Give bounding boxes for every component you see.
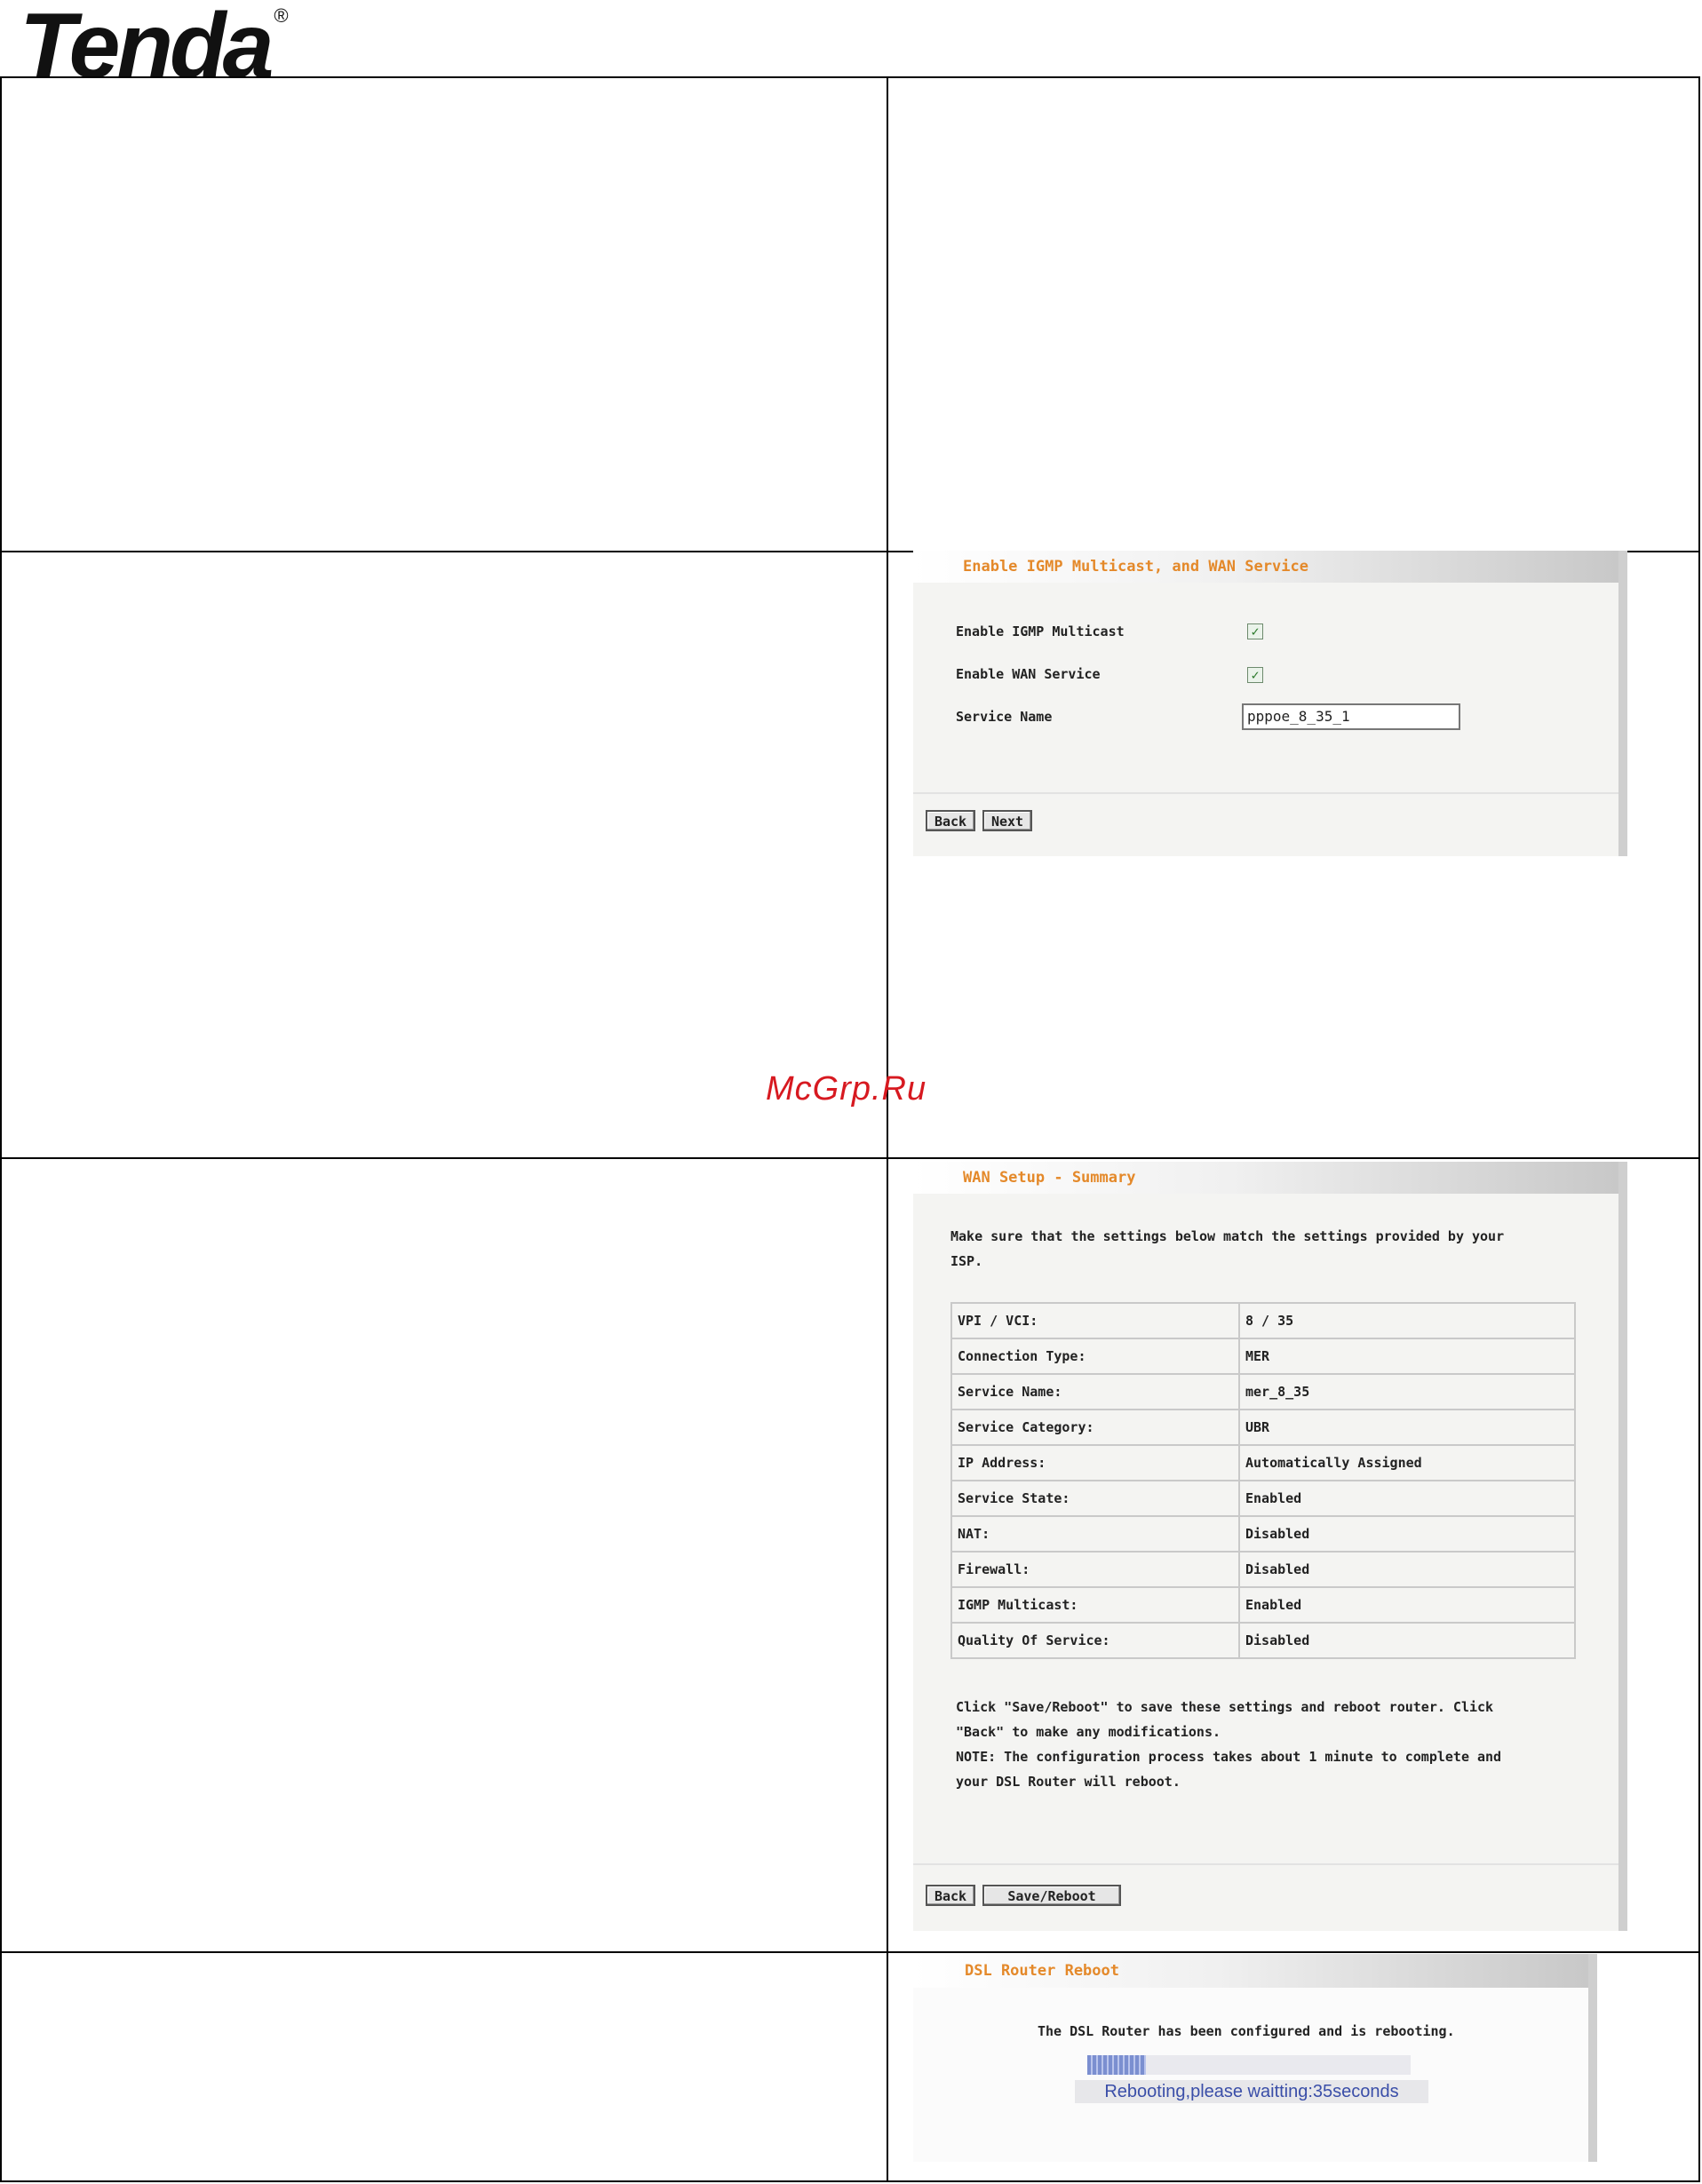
summary-row-label: NAT: <box>951 1516 1239 1552</box>
summary-row <box>951 1445 1575 1481</box>
summary-row-label: Service Category: <box>951 1410 1239 1445</box>
summary-row <box>951 1516 1575 1552</box>
enable-wan-label: Enable WAN Service <box>956 666 1101 682</box>
summary-row-value: Disabled <box>1239 1552 1575 1587</box>
note-line2: "Back" to make any modifications. <box>956 1724 1221 1740</box>
summary-intro-line2: ISP. <box>950 1253 983 1269</box>
summary-row-label: Connection Type: <box>951 1338 1239 1374</box>
wan-summary-panel <box>913 1162 1627 1931</box>
summary-row-label: Service State: <box>951 1481 1239 1516</box>
summary-row <box>951 1587 1575 1623</box>
enable-igmp-label: Enable IGMP Multicast <box>956 623 1125 639</box>
panel-title: DSL Router Reboot <box>913 1954 1588 1988</box>
row-divider-3 <box>0 1951 1700 1953</box>
save-reboot-button[interactable]: Save/Reboot <box>982 1885 1121 1906</box>
summary-row <box>951 1374 1575 1410</box>
panel-title: Enable IGMP Multicast, and WAN Service <box>913 551 1618 583</box>
summary-row-value: Enabled <box>1239 1587 1575 1623</box>
reboot-progress-bar <box>1087 2055 1411 2075</box>
note-line4: your DSL Router will reboot. <box>956 1774 1181 1790</box>
summary-row-label: Quality Of Service: <box>951 1623 1239 1658</box>
summary-row-value: Automatically Assigned <box>1239 1445 1575 1481</box>
summary-row-label: IP Address: <box>951 1445 1239 1481</box>
summary-row-value: UBR <box>1239 1410 1575 1445</box>
reboot-panel <box>913 1954 1597 2162</box>
enable-wan-checkbox[interactable]: ✓ <box>1247 667 1263 683</box>
panel-footer <box>913 1863 1618 1931</box>
tenda-logo: Tenda ® <box>20 0 289 98</box>
panel-title: WAN Setup - Summary <box>913 1162 1618 1194</box>
back-button[interactable]: Back <box>926 810 975 831</box>
note-line1: Click "Save/Reboot" to save these settings and reboot router. Click <box>956 1699 1494 1715</box>
summary-table <box>950 1302 1576 1659</box>
summary-row-label: VPI / VCI: <box>951 1303 1239 1338</box>
summary-row <box>951 1303 1575 1338</box>
next-button[interactable]: Next <box>982 810 1032 831</box>
watermark: McGrp.Ru <box>766 1070 927 1108</box>
summary-row-label: IGMP Multicast: <box>951 1587 1239 1623</box>
summary-row-value: mer_8_35 <box>1239 1374 1575 1410</box>
igmp-wan-panel <box>913 551 1627 856</box>
summary-row-label: Service Name: <box>951 1374 1239 1410</box>
service-name-input[interactable]: pppoe_8_35_1 <box>1242 703 1460 730</box>
panel-footer <box>913 792 1618 856</box>
enable-igmp-checkbox[interactable]: ✓ <box>1247 623 1263 639</box>
progress-fill <box>1087 2055 1146 2075</box>
summary-intro-line1: Make sure that the settings below match the settings provided by your <box>950 1228 1505 1244</box>
summary-row-value: MER <box>1239 1338 1575 1374</box>
summary-row <box>951 1481 1575 1516</box>
back-button[interactable]: Back <box>926 1885 975 1906</box>
summary-row-value: Enabled <box>1239 1481 1575 1516</box>
summary-row-value: 8 / 35 <box>1239 1303 1575 1338</box>
note-line3: NOTE: The configuration process takes about 1 minute to complete and <box>956 1749 1502 1765</box>
column-divider <box>887 76 888 2182</box>
row-divider-2 <box>0 1157 1700 1159</box>
reboot-message: The DSL Router has been configured and is rebooting. <box>1038 2023 1455 2039</box>
reboot-wait-text: Rebooting,please waitting:35seconds <box>1075 2080 1428 2103</box>
service-name-label: Service Name <box>956 709 1053 725</box>
summary-row <box>951 1338 1575 1374</box>
summary-row <box>951 1623 1575 1658</box>
summary-row <box>951 1552 1575 1587</box>
summary-row <box>951 1410 1575 1445</box>
summary-row-value: Disabled <box>1239 1623 1575 1658</box>
summary-row-value: Disabled <box>1239 1516 1575 1552</box>
summary-row-label: Firewall: <box>951 1552 1239 1587</box>
